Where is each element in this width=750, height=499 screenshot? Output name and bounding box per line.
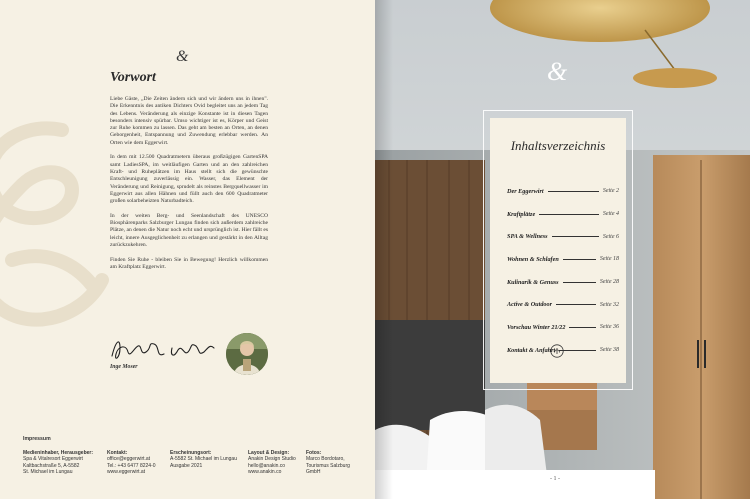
toc-entry[interactable] [507,203,619,226]
monogram-icon: & [176,48,189,65]
toc-entry[interactable] [507,225,619,248]
toc-entry-label: Vorschau Winter 21/22 [507,323,566,331]
paragraph: In der weiten Berg- und Seenlandschaft des UNESCO Biosphärenparks Salzburger Lungau finden sich außerdem zahlreiche Plätze, an denen die Natur noch echt und ursprünglich ist. Hier fällt es leicht, innere Ausgeglichenheit zu erlangen und gestärkt in den Alltag zurückzukehren. [110,212,268,248]
photo-monogram-icon: & [547,57,568,86]
toc-leader-line [563,282,596,283]
toc-leader-line [548,191,599,192]
toc-list [507,180,619,362]
background-monogram-icon [0,110,117,340]
toc-entry-label: Kraftplätze [507,210,536,218]
impressum-location: Erscheinungsort: A-5582 St. Michael im Lungau Ausgabe 2021 [170,450,237,469]
toc-leader-line [556,304,596,305]
right-page [375,0,750,499]
page-number: - 1 - [550,476,560,482]
paragraph: Liebe Gäste, „Die Zeiten ändern sich und wir ändern uns in ihnen". Die Erkenntnis des antiken Dichters Ovid begleitet uns an jedem Tag des Lebens. Veränderung als einzige Konstante ist in diesen Tagen besonders intensiv spürbar. Umso wichtiger ist es, Körper und Geist zur Ruhe kommen zu lassen. Das geht am besten an Orten, an denen Geborgenheit, Entspannung und Zuwendung erlebbar werden. An Orten wie dem Eggerwirt. [110,96,268,146]
toc-entry-label: Kontakt & Anfahrt [507,346,556,354]
paragraph: Finden Sie Ruhe - bleiben Sie in Bewegung! Herzlich willkommen am Kraftplatz Eggerwirt. [110,256,268,270]
signature-name: Inge Moser [110,364,138,370]
toc-entry-page: Seite 6 [602,233,619,240]
toc-entry[interactable] [507,248,619,271]
toc-entry-label: SPA & Wellness [507,233,548,241]
impressum-title: Impressum [23,436,51,442]
impressum-photos: Fotos: Marco Bordotaro, Tourismus Salzburg GmbH [306,450,350,476]
toc-entry-page: Seite 4 [602,211,619,218]
impressum-contact: Kontakt: office@eggerwirt.at Tel.: +43 6477 8224-0 www.eggerwirt.at [107,450,156,476]
spine-shadow [375,0,393,499]
signature-icon [108,334,218,364]
impressum-layout: Layout & Design: Anakin Design Studio hello@anakin.co www.anakin.co [248,450,296,476]
toc-entry-page: Seite 38 [599,347,619,354]
page-title: Vorwort [110,70,156,85]
toc-entry-label: Der Eggerwirt [507,187,544,195]
emblem-icon [550,344,564,358]
toc-leader-line [569,327,595,328]
toc-entry-page: Seite 18 [599,256,619,263]
paragraph: In dem mit 12.500 Quadratmetern überaus großzügigen GartenSPA samt LadiesSPA, im weitläufigen Garten und an den zahlreichen Kraft- und Ruheplätzen im Haus stellt sich die gewünschte Entschleunigung zuverlässig ein. Wasser, das Element der Veränderung und Reinigung, sprudelt als reinstes Bergquellwasser im Eggerwirt aus allen Hähnen und füllt auch den 600 Quadratmeter großen solarbeheizten Naturbadteich. [110,154,268,205]
toc-entry-label: Wohnen & Schlafen [507,255,559,263]
toc-entry-label: Kulinarik & Genuss [507,278,559,286]
portrait-photo [226,333,268,375]
toc-leader-line [563,259,596,260]
toc-entry[interactable] [507,271,619,294]
toc-entry-page: Seite 36 [599,324,619,331]
toc-leader-line [559,350,596,351]
toc-leader-line [552,236,599,237]
toc-entry-page: Seite 28 [599,279,619,286]
toc-entry-label: Active & Outdoor [507,301,553,309]
toc-entry[interactable] [507,316,619,339]
toc-leader-line [539,214,599,215]
toc-entry-page: Seite 32 [599,301,619,308]
toc-title: Inhaltsverzeichnis [510,138,606,153]
table-of-contents [490,118,626,383]
toc-entry-page: Seite 2 [602,188,619,195]
toc-entry[interactable] [507,293,619,316]
toc-entry[interactable] [507,180,619,203]
impressum-publisher: Medieninhaber, Herausgeber: Spa & Vitalresort Eggerwirt Kaltbachstraße 5, A-5582 St. Michael im Lungau [23,450,94,476]
foreword-text [110,96,268,278]
